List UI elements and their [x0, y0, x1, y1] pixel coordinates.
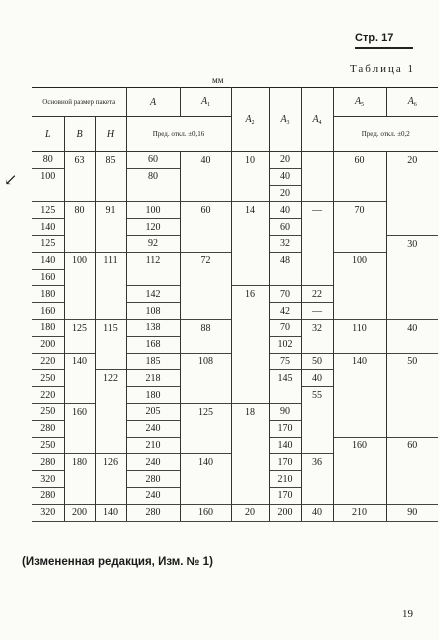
cell-A5: 160: [333, 437, 386, 454]
cell-A1: [180, 370, 231, 387]
cell-A5: [333, 185, 386, 202]
cell-L: 250: [32, 370, 64, 387]
cell-A: 108: [126, 303, 180, 320]
table-row: [32, 437, 438, 454]
cell-A5: [333, 454, 386, 471]
table-row: [32, 403, 438, 420]
cell-A1: [180, 269, 231, 286]
cell-L: 250: [32, 437, 64, 454]
cell-A4: [301, 235, 333, 252]
cell-A2: [231, 353, 269, 370]
cell-B: 80: [64, 202, 95, 219]
cell-A: 240: [126, 454, 180, 471]
cell-A4: [301, 152, 333, 169]
header-A6: $A_6$: [386, 88, 438, 117]
cell-L: 80: [32, 152, 64, 169]
table-row: [32, 235, 438, 252]
cell-A1: [180, 387, 231, 404]
cell-B: 180: [64, 454, 95, 471]
cell-B: [64, 387, 95, 404]
cell-A2: 18: [231, 403, 269, 420]
cell-L: 125: [32, 235, 64, 252]
cell-A5: [333, 269, 386, 286]
cell-L: 220: [32, 353, 64, 370]
cell-A3: 40: [269, 202, 301, 219]
cell-A1: [180, 437, 231, 454]
table-row: [32, 286, 438, 303]
table-row: [32, 185, 438, 202]
header-A1: $A_1$: [180, 88, 231, 117]
cell-A3: 60: [269, 219, 301, 236]
header-A2: $A_2$: [231, 88, 269, 152]
cell-A4: [301, 487, 333, 504]
cell-A6: [386, 219, 438, 236]
cell-A6: 40: [386, 319, 438, 336]
header-H: H: [95, 117, 126, 152]
cell-A1: [180, 168, 231, 185]
cell-H: [95, 353, 126, 370]
cell-L: 280: [32, 454, 64, 471]
table-row: [32, 319, 438, 336]
cell-A: 185: [126, 353, 180, 370]
cell-A: 138: [126, 319, 180, 336]
cell-A2: [231, 387, 269, 404]
cell-A3: 75: [269, 353, 301, 370]
cell-A2: [231, 235, 269, 252]
cell-H: [95, 303, 126, 320]
cell-A5: [333, 387, 386, 404]
cell-A3: 200: [269, 504, 301, 521]
cell-B: [64, 235, 95, 252]
cell-A4: [301, 471, 333, 488]
unit-label: мм: [212, 75, 224, 85]
cell-A5: [333, 403, 386, 420]
package-size-header: Основной размер пакета: [32, 88, 126, 117]
table-row: [32, 454, 438, 471]
cell-H: [95, 487, 126, 504]
cell-L: 180: [32, 286, 64, 303]
cell-B: [64, 487, 95, 504]
cell-B: [64, 471, 95, 488]
cell-A1: [180, 487, 231, 504]
cell-A5: 110: [333, 319, 386, 336]
cell-A1: [180, 471, 231, 488]
cell-A4: 50: [301, 353, 333, 370]
footnote: (Измененная редакция, Изм. № 1): [22, 556, 213, 568]
cell-A6: [386, 185, 438, 202]
cell-A: [126, 269, 180, 286]
cell-H: [95, 336, 126, 353]
cell-L: 125: [32, 202, 64, 219]
cell-A5: 100: [333, 252, 386, 269]
page-number: 19: [402, 608, 413, 620]
cell-H: 111: [95, 252, 126, 269]
cell-A5: 70: [333, 202, 386, 219]
cell-H: [95, 471, 126, 488]
cell-A1: [180, 303, 231, 320]
cell-A: 240: [126, 487, 180, 504]
cell-L: 320: [32, 471, 64, 488]
cell-A2: [231, 437, 269, 454]
cell-A1: 108: [180, 353, 231, 370]
cell-A2: [231, 420, 269, 437]
cell-A2: [231, 471, 269, 488]
cell-B: [64, 185, 95, 202]
cell-A1: [180, 420, 231, 437]
cell-A1: [180, 336, 231, 353]
cell-L: 100: [32, 168, 64, 185]
table-row: [32, 219, 438, 236]
cell-A3: [269, 269, 301, 286]
cell-B: [64, 219, 95, 236]
tolerance-016-header: Пред. откл. ±0,16: [126, 117, 231, 152]
cell-A5: 140: [333, 353, 386, 370]
cell-A: 205: [126, 403, 180, 420]
table-title: Таблица 1: [349, 63, 415, 75]
cell-A3: 102: [269, 336, 301, 353]
cell-A2: [231, 219, 269, 236]
cell-A2: [231, 454, 269, 471]
cell-A4: [301, 420, 333, 437]
cell-A: 240: [126, 420, 180, 437]
cell-A3: 170: [269, 420, 301, 437]
cell-L: 140: [32, 252, 64, 269]
cell-B: 160: [64, 403, 95, 420]
cell-A3: 48: [269, 252, 301, 269]
table-row: [32, 370, 438, 387]
cell-B: 200: [64, 504, 95, 521]
cell-A4: [301, 252, 333, 269]
cell-A2: 20: [231, 504, 269, 521]
cell-A6: 60: [386, 437, 438, 454]
cell-A4: [301, 168, 333, 185]
header-A4: $A_4$: [301, 88, 333, 152]
cell-A3: 90: [269, 403, 301, 420]
cell-B: 125: [64, 319, 95, 336]
cell-A: 218: [126, 370, 180, 387]
cell-A5: [333, 303, 386, 320]
cell-A6: [386, 269, 438, 286]
table-row: [32, 269, 438, 286]
cell-A4: 40: [301, 370, 333, 387]
cell-A: [126, 185, 180, 202]
cell-A3: 70: [269, 319, 301, 336]
cell-A6: [386, 471, 438, 488]
cell-A3: 140: [269, 437, 301, 454]
cell-A5: 60: [333, 152, 386, 169]
cell-H: 91: [95, 202, 126, 219]
header-A: A: [126, 88, 180, 117]
cell-L: 180: [32, 319, 64, 336]
cell-L: 320: [32, 504, 64, 521]
table-row: [32, 152, 438, 169]
cell-A5: [333, 168, 386, 185]
dimensions-table: [32, 87, 438, 522]
cell-A4: [301, 185, 333, 202]
cell-B: 140: [64, 353, 95, 370]
cell-A6: 50: [386, 353, 438, 370]
cell-A6: [386, 286, 438, 303]
cell-A5: [333, 487, 386, 504]
cell-A1: 160: [180, 504, 231, 521]
cell-A5: [333, 420, 386, 437]
cell-A6: [386, 168, 438, 185]
cell-A4: 32: [301, 319, 333, 336]
table-row: [32, 168, 438, 185]
cell-A5: [333, 235, 386, 252]
cell-A2: 14: [231, 202, 269, 219]
cell-A2: [231, 303, 269, 320]
cell-A2: [231, 269, 269, 286]
cell-A: 280: [126, 471, 180, 488]
cell-A: 92: [126, 235, 180, 252]
cell-A2: [231, 487, 269, 504]
cell-A2: [231, 336, 269, 353]
cell-A3: 42: [269, 303, 301, 320]
cell-A: 80: [126, 168, 180, 185]
cell-A6: [386, 336, 438, 353]
cell-A2: [231, 185, 269, 202]
table-row: [32, 303, 438, 320]
cell-L: 220: [32, 387, 64, 404]
cell-A6: [386, 370, 438, 387]
header-A5: $A_5$: [333, 88, 386, 117]
cell-A: 210: [126, 437, 180, 454]
cell-A: 280: [126, 504, 180, 521]
cell-H: 85: [95, 152, 126, 169]
cell-A3: 32: [269, 235, 301, 252]
cell-H: 115: [95, 319, 126, 336]
header-L: L: [32, 117, 64, 152]
cell-B: 100: [64, 252, 95, 269]
cell-H: 140: [95, 504, 126, 521]
cell-A3: 20: [269, 152, 301, 169]
cell-A: 112: [126, 252, 180, 269]
header-B: B: [64, 117, 95, 152]
cell-B: [64, 437, 95, 454]
cell-A2: [231, 370, 269, 387]
cell-A4: —: [301, 202, 333, 219]
table-row: [32, 252, 438, 269]
cell-L: 280: [32, 487, 64, 504]
cell-A5: [333, 471, 386, 488]
header-rule: [355, 47, 413, 49]
cell-A4: [301, 336, 333, 353]
page-label: Стр. 17: [355, 32, 394, 44]
cell-A1: 88: [180, 319, 231, 336]
cell-A4: 40: [301, 504, 333, 521]
cell-A6: [386, 403, 438, 420]
cell-A2: 10: [231, 152, 269, 169]
cell-A1: 40: [180, 152, 231, 169]
cell-B: [64, 336, 95, 353]
cell-H: 126: [95, 454, 126, 471]
cell-A4: 55: [301, 387, 333, 404]
cell-A5: [333, 286, 386, 303]
cell-A3: 170: [269, 487, 301, 504]
cell-A4: 36: [301, 454, 333, 471]
cell-H: [95, 420, 126, 437]
cell-A: 168: [126, 336, 180, 353]
cell-A4: [301, 403, 333, 420]
table-row: [32, 336, 438, 353]
cell-A3: 20: [269, 185, 301, 202]
cell-A1: [180, 235, 231, 252]
cell-H: [95, 269, 126, 286]
cell-A1: [180, 286, 231, 303]
cell-A6: [386, 202, 438, 219]
cell-A6: [386, 303, 438, 320]
cell-A2: [231, 319, 269, 336]
cell-A6: [386, 252, 438, 269]
cell-A6: 90: [386, 504, 438, 521]
cell-B: [64, 370, 95, 387]
cell-A2: [231, 168, 269, 185]
cell-A1: 72: [180, 252, 231, 269]
cell-B: [64, 303, 95, 320]
page-header: [355, 32, 413, 49]
cell-A5: [333, 336, 386, 353]
table-row: [32, 202, 438, 219]
cell-B: [64, 269, 95, 286]
cell-H: [95, 235, 126, 252]
cell-A5: 210: [333, 504, 386, 521]
cell-L: 160: [32, 303, 64, 320]
cell-A3: 40: [269, 168, 301, 185]
cell-A6: [386, 487, 438, 504]
cell-A4: [301, 219, 333, 236]
cell-A3: 145: [269, 370, 301, 387]
cell-H: [95, 219, 126, 236]
cell-A6: 20: [386, 152, 438, 169]
cell-A3: 70: [269, 286, 301, 303]
cell-A6: [386, 454, 438, 471]
cell-A1: [180, 185, 231, 202]
table-row: [32, 471, 438, 488]
cell-A6: [386, 420, 438, 437]
cell-A5: [333, 370, 386, 387]
cell-A4: [301, 269, 333, 286]
cell-A: 142: [126, 286, 180, 303]
table-row: [32, 504, 438, 521]
cell-L: 250: [32, 403, 64, 420]
cell-A3: 170: [269, 454, 301, 471]
cell-H: 122: [95, 370, 126, 387]
cell-A5: [333, 219, 386, 236]
cell-B: [64, 286, 95, 303]
cell-A4: 22: [301, 286, 333, 303]
cell-H: [95, 387, 126, 404]
cell-A3: [269, 387, 301, 404]
cell-A: 180: [126, 387, 180, 404]
cell-L: 280: [32, 420, 64, 437]
cell-H: [95, 185, 126, 202]
cell-A6: 30: [386, 235, 438, 252]
cell-A1: 125: [180, 403, 231, 420]
cell-A: 100: [126, 202, 180, 219]
cell-A4: [301, 437, 333, 454]
cell-B: [64, 168, 95, 185]
cell-A1: 140: [180, 454, 231, 471]
table-row: [32, 420, 438, 437]
cell-L: 160: [32, 269, 64, 286]
cell-B: [64, 420, 95, 437]
cell-A: 120: [126, 219, 180, 236]
cell-A3: 210: [269, 471, 301, 488]
cell-A6: [386, 387, 438, 404]
table-row: [32, 387, 438, 404]
margin-mark-icon: ↙: [4, 172, 18, 189]
cell-B: 63: [64, 152, 95, 169]
tolerance-02-header: Пред. откл. ±0,2: [333, 117, 438, 152]
cell-A2: 16: [231, 286, 269, 303]
cell-A1: [180, 219, 231, 236]
cell-H: [95, 437, 126, 454]
cell-A: 60: [126, 152, 180, 169]
cell-H: [95, 168, 126, 185]
cell-H: [95, 403, 126, 420]
table-row: [32, 487, 438, 504]
cell-L: 200: [32, 336, 64, 353]
cell-L: [32, 185, 64, 202]
cell-A4: —: [301, 303, 333, 320]
header-A3: $A_3$: [269, 88, 301, 152]
cell-A2: [231, 252, 269, 269]
cell-A1: 60: [180, 202, 231, 219]
cell-H: [95, 286, 126, 303]
table-row: [32, 353, 438, 370]
cell-L: 140: [32, 219, 64, 236]
